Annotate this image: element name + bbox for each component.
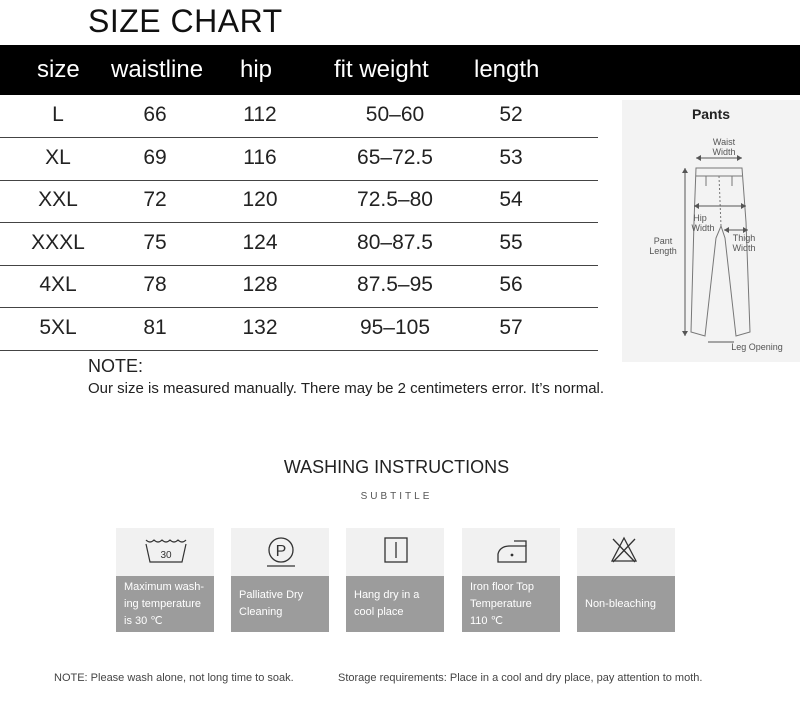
cell-size: 4XL	[39, 273, 77, 296]
table-row	[0, 138, 598, 181]
cell-length: 54	[499, 188, 523, 211]
cell-hip: 120	[242, 188, 278, 211]
thigh-label-2: Width	[732, 243, 756, 253]
cell-length: 57	[499, 315, 523, 339]
cell-waistline: 75	[143, 230, 167, 254]
column-header-length: length	[474, 56, 540, 83]
cell-hip: 132	[242, 315, 278, 339]
table-row	[0, 180, 598, 223]
wash-card-no-bleach	[577, 528, 675, 632]
wash-card-hang-dry	[346, 528, 444, 632]
cell-hip: 116	[243, 145, 277, 169]
column-header-hip: hip	[240, 56, 273, 83]
column-header-fit-weight: fit weight	[334, 56, 429, 83]
column-header-waistline: waistline	[111, 56, 204, 83]
cell-size: XL	[45, 145, 71, 169]
cell-length: 56	[499, 273, 523, 296]
wash-card-dry-clean	[231, 528, 329, 632]
cell-fit-weight: 80–87.5	[357, 230, 433, 254]
footer-wash-note: NOTE: Please wash alone, not long time to soak.	[54, 672, 294, 684]
diagram-title: Pants	[691, 106, 731, 122]
cell-waistline: 78	[143, 273, 167, 296]
cell-waistline: 66	[143, 103, 167, 126]
cell-length: 52	[499, 103, 523, 126]
hang-dry-icon	[346, 528, 444, 576]
note-heading: NOTE:	[88, 356, 144, 376]
wash-card-text: Maximum wash-ing temperature is 30 ℃	[124, 580, 205, 627]
washing-title: WASHING INSTRUCTIONS	[283, 457, 510, 477]
dry-clean-letter: P	[275, 543, 287, 560]
wash-card-text: Iron floor Top Temperature 110 ℃	[470, 580, 535, 627]
cell-hip: 112	[243, 103, 277, 126]
cell-fit-weight: 87.5–95	[357, 273, 433, 296]
cell-size: L	[52, 103, 64, 126]
wash-card-iron	[462, 528, 560, 632]
table-row	[0, 223, 598, 266]
cell-size: XXXL	[31, 230, 85, 254]
note-text: Our size is measured manually. There may be 2 centimeters error. It’s normal.	[88, 380, 605, 397]
cell-fit-weight: 95–105	[359, 315, 431, 339]
pant-length-label-2: Length	[649, 246, 677, 256]
cell-waistline: 72	[143, 188, 167, 211]
cell-fit-weight: 65–72.5	[357, 145, 433, 169]
cell-length: 55	[499, 230, 523, 254]
waist-label-2: Width	[712, 147, 736, 157]
hip-label-2: Width	[691, 223, 715, 233]
thigh-label-1: Thigh	[732, 233, 756, 243]
cell-size: XXL	[38, 188, 78, 211]
wash-card-text: Hang dry in a cool place	[354, 589, 420, 618]
dry-clean-p-icon	[231, 528, 329, 576]
page-title: SIZE CHART	[88, 3, 283, 39]
no-bleach-icon	[577, 528, 675, 576]
table-row	[0, 308, 598, 351]
cell-fit-weight: 72.5–80	[357, 188, 433, 211]
pants-measurement-diagram	[622, 100, 800, 362]
leg-opening-label: Leg Opening	[731, 342, 783, 352]
wash-card-text: Palliative Dry Cleaning	[239, 589, 304, 618]
wash-30-icon	[116, 528, 214, 576]
table-row	[0, 265, 598, 308]
column-header-size: size	[37, 56, 80, 83]
iron-icon	[462, 528, 560, 576]
cell-waistline: 81	[143, 315, 167, 339]
cell-length: 53	[499, 145, 523, 169]
wash-card-text: Non-bleaching	[585, 597, 656, 610]
pant-length-label-1: Pant	[653, 236, 673, 246]
wash-temperature-number: 30	[160, 550, 172, 561]
cell-size: 5XL	[39, 315, 77, 339]
table-header	[0, 45, 800, 95]
cell-waistline: 69	[143, 145, 167, 169]
cell-hip: 124	[242, 230, 278, 254]
table-row	[0, 95, 598, 138]
hip-label-1: Hip	[693, 213, 707, 223]
cell-fit-weight: 50–60	[365, 103, 425, 126]
cell-hip: 128	[242, 273, 278, 296]
footer-storage-note: Storage requirements: Place in a cool and dry place, pay attention to moth.	[338, 672, 703, 684]
wash-card-wash-30	[116, 528, 214, 632]
waist-label-1: Waist	[712, 137, 736, 147]
washing-subtitle: SUBTITLE	[360, 491, 433, 502]
